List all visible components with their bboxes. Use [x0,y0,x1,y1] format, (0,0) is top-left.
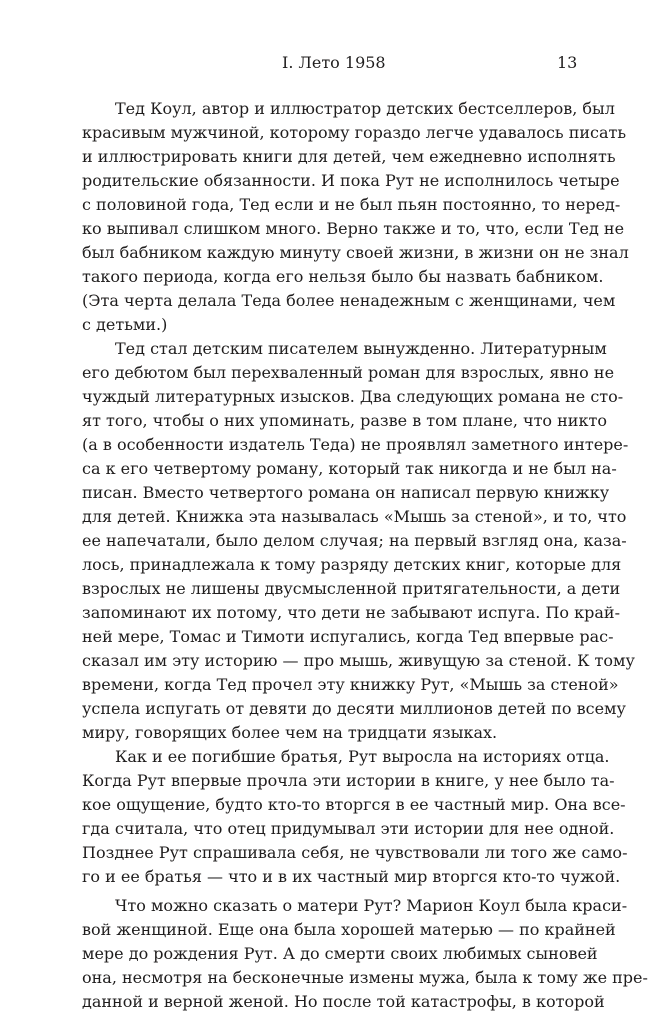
text-line: и иллюстрировать книги для детей, чем ежедневно исполнять [82,147,616,166]
text-line: Когда Рут впервые прочла эти истории в книге, у нее было та- [82,771,615,790]
text-line: ее напечатали, было делом случая; на первый взгляд она, каза- [82,531,627,550]
text-line: с детьми.) [82,315,168,334]
running-head [0,52,667,74]
text-line: ко выпивал слишком много. Верно также и то, что, если Тед не [82,219,625,238]
text-line: са к его четвертому роману, который так никогда и не был на- [82,459,617,478]
text-line: сказал им эту историю — про мышь, живущую за стеной. К тому [82,651,635,670]
text-line: родительские обязанности. И пока Рут не исполнилось четыре [82,171,620,190]
text-line: ят того, чтобы о них упоминать, разве в том плане, что никто [82,411,607,430]
text-line: его дебютом был перехваленный роман для взрослых, явно не [82,363,615,382]
text-line: Тед стал детским писателем вынужденно. Литературным [115,339,607,358]
body-text [82,97,648,1014]
chapter-title: I. Лето 1958 [282,53,386,72]
page-number: 13 [557,53,578,72]
text-line: лось, принадлежала к тому разряду детских книг, которые для [82,555,622,574]
text-line: мере до рождения Рут. А до смерти своих любимых сыновей [82,944,598,963]
text-line: с половиной года, Тед если и не был пьян постоянно, то неред- [82,195,621,214]
text-line: взрослых не лишены двусмысленной притягательности, а дети [82,579,621,598]
text-line: гда считала, что отец придумывал эти истории для нее одной. [82,819,615,838]
text-line: успела испугать от девяти до десяти миллионов детей по всему [82,699,626,718]
text-line: для детей. Книжка эта называлась «Мышь за стеной», и то, что [82,507,627,526]
text-line: Позднее Рут спрашивала себя, не чувствовали ли того же само- [82,843,628,862]
text-line: данной и верной женой. Но после той катастрофы, в которой [82,992,605,1011]
text-line: чуждый литературных изысков. Два следующих романа не сто- [82,387,624,406]
text-line: красивым мужчиной, которому гораздо легче удавалось писать [82,123,627,142]
text-line: го и ее братья — что и в их частный мир вторгся кто-то чужой. [82,867,621,886]
text-line: она, несмотря на бесконечные измены мужа, была к тому же пре- [82,968,648,987]
text-line: писан. Вместо четвертого романа он написал первую книжку [82,483,610,502]
text-line: Как и ее погибшие братья, Рут выросла на историях отца. [115,747,610,766]
text-line: (а в особенности издатель Теда) не проявлял заметного интере- [82,435,629,454]
text-line: вой женщиной. Еще она была хорошей матерью — по крайней [82,920,616,939]
text-line: времени, когда Тед прочел эту книжку Рут, «Мышь за стеной» [82,675,619,694]
text-line: миру, говорящих более чем на тридцати языках. [82,723,498,742]
text-line: (Эта черта делала Теда более ненадежным с женщинами, чем [82,291,616,310]
text-line: был бабником каждую минуту своей жизни, в жизни он не знал [82,243,629,262]
text-line: Тед Коул, автор и иллюстратор детских бестселлеров, был [115,99,615,118]
text-line: Что можно сказать о матери Рут? Марион Коул была краси- [115,896,628,915]
text-line: запоминают их потому, что дети не забывают испуга. По край- [82,603,620,622]
text-line: ней мере, Томас и Тимоти испугались, когда Тед впервые рас- [82,627,614,646]
text-line: кое ощущение, будто кто-то вторгся в ее частный мир. Она все- [82,795,626,814]
text-line: такого периода, когда его нельзя было бы назвать бабником. [82,267,604,286]
